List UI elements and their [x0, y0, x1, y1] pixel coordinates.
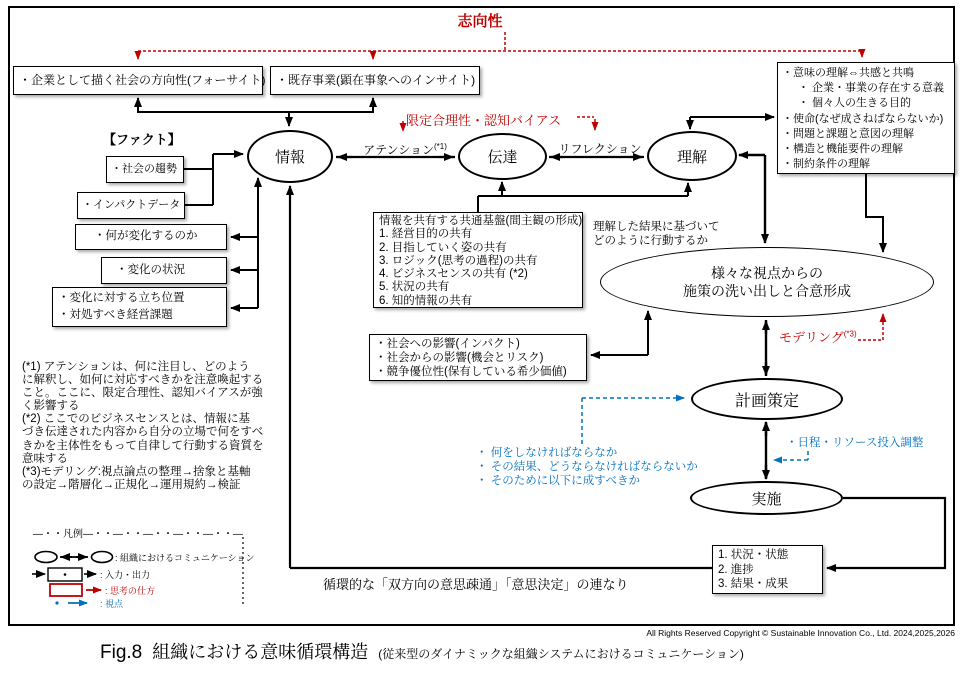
schedule-adjust-label: ・日程・リソース投入調整	[786, 437, 924, 449]
copyright: All Rights Reserved Copyright © Sustainable Innovation Co., Ltd. 2024,2025,2026	[646, 628, 955, 638]
figure-number: Fig.8	[100, 642, 143, 663]
fact-heading: 【ファクト】	[103, 132, 181, 147]
impact-data-box: ・インパクトデータ	[77, 192, 185, 219]
planning-viewpoint-bullets: ・ 何をしなければならなか ・ その結果、どうならなければならないか ・ そのために以下に成すべきか	[476, 447, 698, 488]
planning-node: 計画策定	[691, 378, 843, 420]
what-changes-box: ・何が変化するのか	[75, 224, 227, 250]
impact-box: ・社会への影響(インパクト) ・社会からの影響(機会とリスク) ・競争優位性(保有している希少価値)	[369, 334, 587, 381]
understand-rightbox-connector	[690, 117, 774, 129]
legend-header: ―・・凡例―・・―・・―・・―・・―・・―	[33, 529, 243, 540]
legend-thinking-label: : 思考の仕方	[105, 586, 156, 596]
cyclic-note: 循環的な「双方向の意思疎通」「意思決定」の連なり	[323, 577, 629, 592]
schedule-adjust-arrow	[774, 451, 808, 460]
impactbox-measures-connector	[591, 311, 648, 355]
rightbox-measures-connector	[866, 174, 883, 252]
existing-business-box: ・既存事業(顕在事象へのインサイト)	[270, 66, 480, 95]
understanding-detail-box: ・意味の理解⇔共感と共鳴 ・ 企業・事業の存在する意義 ・ 個々人の生きる目的 ・使命(なぜ成さねばならないか) ・問題と課題と意図の理解 ・構造と機能要件の理解 ・制約条件の理解	[777, 62, 955, 174]
action-note: 理解した結果に基づいて どのように行動するか	[593, 221, 720, 247]
orientation-dashed-arrows	[138, 32, 862, 59]
info-node: 情報	[247, 130, 333, 183]
modeling-arrow	[858, 314, 883, 340]
execution-node: 実施	[690, 481, 843, 515]
modeling-label: モデリング$^{(*3)}$	[779, 329, 857, 345]
transmit-node: 伝達	[458, 133, 547, 180]
footnotes: (*1) アテンションは、何に注目し、どのよう に解釈し、如何に対応すべきかを注意喚起する こと。ここに、限定合理性、認知バイアスが強 く影響する (*2) ここでのビジネスセンスとは、情報に基 づき伝達された内容から自分の立場で何をすべ きかを主体性をもって自律して行動する資質を 意味する (*3)モデリング:視点論点の整理→捨象と基軸 の設定→階層化→正規化→運用規約→検証	[22, 361, 264, 491]
facts-to-info-connector	[183, 154, 243, 205]
change-state-box: ・変化の状況	[101, 257, 227, 284]
social-trend-box: ・社会の趨勢	[106, 156, 184, 183]
legend-viewpoint-label: : 視点	[100, 599, 124, 609]
figure-title: 組織における意味循環構造	[152, 642, 369, 662]
reflection-label: リフレクション	[558, 142, 642, 156]
attention-label: アテンション$^{(*1)}$	[363, 142, 447, 157]
status-box: 1. 状況・状態 2. 進捗 3. 結果・成果	[712, 545, 823, 594]
info-topboxes-connector	[138, 98, 373, 126]
common-ground-box: 情報を共有する共通基盤(間主観の形成) 1. 経営目的の共有 2. 目指していく姿の共有 3. ロジック(思考の過程)の共有 4. ビジネスセンスの共有 (*2) 5. 状況の共有 6. 知的情報の共有	[373, 212, 583, 308]
figure-subtitle: (従来型のダイナミックな組織システムにおけるコミュニケーション)	[378, 647, 744, 661]
understand-measures-connector	[739, 155, 765, 243]
commonground-connector	[478, 182, 688, 212]
bounded-rationality-label: 限定合理性・認知バイアス	[406, 113, 562, 128]
understand-node: 理解	[647, 131, 737, 181]
viewpoint-planning-arrow	[582, 398, 684, 444]
legend-io-label: : 入力・出力	[100, 570, 151, 580]
measures-node: 様々な視点からの 施策の洗い出しと合意形成	[600, 247, 934, 317]
legend	[33, 528, 255, 612]
info-outputs-connector	[231, 178, 258, 308]
figure-caption	[100, 638, 744, 664]
legend-communication-label: : 組織におけるコミュニケーション	[115, 553, 255, 563]
stance-box: ・変化に対する立ち位置 ・対処すべき経営課題	[52, 287, 227, 327]
orientation-label: 志向性	[457, 13, 503, 30]
foresight-box: ・企業として描く社会の方向性(フォーサイト)	[13, 66, 263, 95]
